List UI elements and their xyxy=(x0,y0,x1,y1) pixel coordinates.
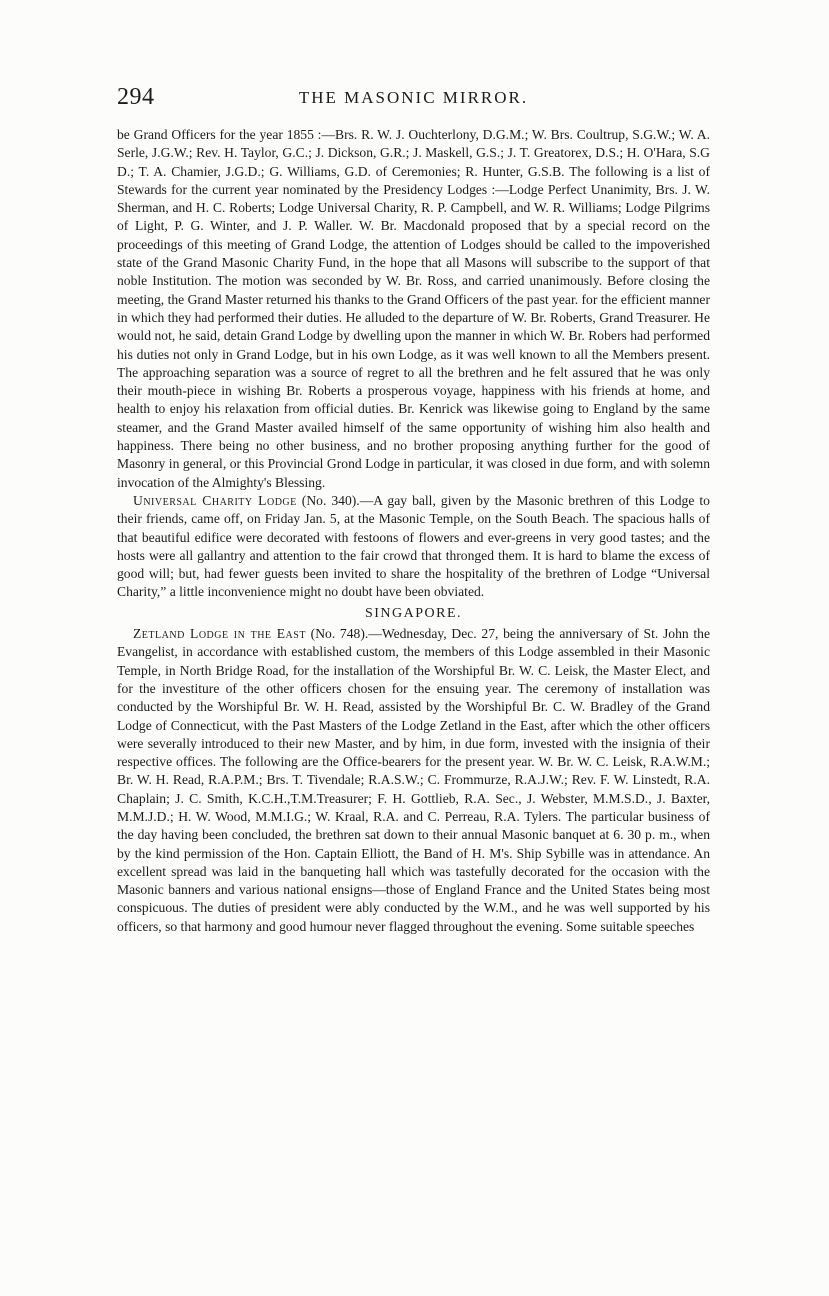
paragraph-text: (No. 340).—A gay ball, given by the Masonic brethren of this Lodge to their friends, came off, on Friday Jan. 5, at the Masonic Temple, on the South Beach. The spacious halls of that beautiful edifice were decorated with festoons of flowers and ever-greens in very good tastes; and the hosts were all gallantry and attention to the fair crowd that thronged them. It is hard to blame the excess of good will; but, had fewer guests been invited to share the hospitality of the brethren of Lodge “Universal Charity,” a little inconvenience might no doubt have been obviated. xyxy=(117,492,710,600)
section-heading: SINGAPORE. xyxy=(364,605,463,621)
paragraph-text: (No. 748).—Wednesday, Dec. 27, being the anniversary of St. John the Evangelist, in accordance with established custom, the members of this Lodge assembled in their Masonic Temple, in North Bridge Road, for the installation of the Worshipful Br. W. C. Leisk, the Master Elect, and for the investiture of the other officers chosen for the ensuing year. The ceremony of installation was conducted by the Worshipful Br. W. H. Read, assisted by the Worshipful Br. C. W. Bradley of the Grand Lodge of Connecticut, with the Past Masters of the Lodge Zetland in the East, after which the other officers were severally introduced to their new Master, and by him, in due form, invested with the insignia of their respective offices. The following are the Office-bearers for the present year. W. Br. W. C. Leisk, R.A.W.M.; Br. W. H. Read, R.A.P.M.; Brs. T. Tivendale; R.A.S.W.; C. Frommurze, R.A.J.W.; Rev. F. W. Linstedt, R.A. Chaplain; J. C. Smith, K.C.H.,T.M.Treasurer; F. H. Gottlieb, R.A. Sec., J. Webster, M.M.S.D., J. Baxter, M.M.J.D.; H. W. Wood, M.M.I.G.; W. Kraal, R.A. and C. Perreau, R.A. Tylers. The particular business of the day having been concluded, the brethren sat down to their annual Masonic banquet at 6. 30 p. m., when by the kind permission of the Hon. Captain Elliott, the Band of H. M's. Ship Sybille was in attendance. An excellent spread was laid in the banqueting hall which was tastefully decorated for the occasion with the Masonic banners and various national ensigns—those of England France and the United States being most conspicuous. The duties of president were ably conducted by the W.M., and he was well supported by his officers, so that harmony and good humour never flagged throughout the evening. Some suitable speeches xyxy=(117,626,710,934)
paragraph-universal-charity xyxy=(117,492,710,602)
paragraph-zetland-lodge xyxy=(117,625,710,936)
running-title: THE MASONIC MIRROR. xyxy=(298,88,529,107)
paragraph-text: be Grand Officers for the year 1855 :—Brs. R. W. J. Ouchterlony, D.G.M.; W. Brs. Coultrup, S.G.W.; W. A. Serle, J.G.W.; Rev. H. Taylor, G.C.; J. Dickson, G.R.; J. Maskell, G.S.; J. T. Greatorex, D.S.; H. O'Hara, S.G D.; T. A. Chamier, J.G.D.; G. Williams, G.D. of Ceremonies; R. Hunter, G.S.B. The following is a list of Stewards for the current year nominated by the Presidency Lodges :—Lodge Perfect Unanimity, Brs. J. W. Sherman, and H. C. Roberts; Lodge Universal Charity, R. P. Campbell, and W. R. Williams; Lodge Pilgrims of Light, P. G. Winter, and J. P. Waller. W. Br. Macdonald proposed that by a special record on the proceedings of this meeting of Grand Lodge, the attention of Lodges should be called to the impoverished state of the Grand Masonic Charity Fund, in the hope that all Masons will subscribe to the support of that noble Institution. The motion was seconded by W. Br. Ross, and carried unanimously. Before closing the meeting, the Grand Master returned his thanks to the Grand Officers of the past year. for the efficient manner in which they had performed their duties. He alluded to the departure of W. Br. Roberts, Grand Treasurer. He would not, he said, detain Grand Lodge by dwelling upon the manner in which W. Br. Robers had performed his duties not only in Grand Lodge, but in his own Lodge, as it was well known to all the Members present. The approaching separation was a source of regret to all the brethren and he felt assured that he was only their mouth-piece in wishing Br. Roberts a prosperous voyage, happiness with his friends at home, and health to enjoy his relaxation from official duties. Br. Kenrick was likewise going to England by the same steamer, and the Grand Master availed himself of the same opportunity of wishing him also health and happiness. There being no other business, and no brother proposing anything further for the good of Masonry in general, or this Provincial Grond Lodge in particular, it was closed in due form, and with solemn invocation of the Almighty's Blessing. xyxy=(117,127,710,490)
body-text xyxy=(117,126,710,936)
lodge-name-lead: Zetland Lodge in the East xyxy=(133,626,306,642)
paragraph-grand-lodge xyxy=(117,126,710,492)
page-number: 294 xyxy=(117,84,155,110)
page-header xyxy=(117,84,710,114)
lodge-name-lead: Universal Charity Lodge xyxy=(133,492,297,508)
